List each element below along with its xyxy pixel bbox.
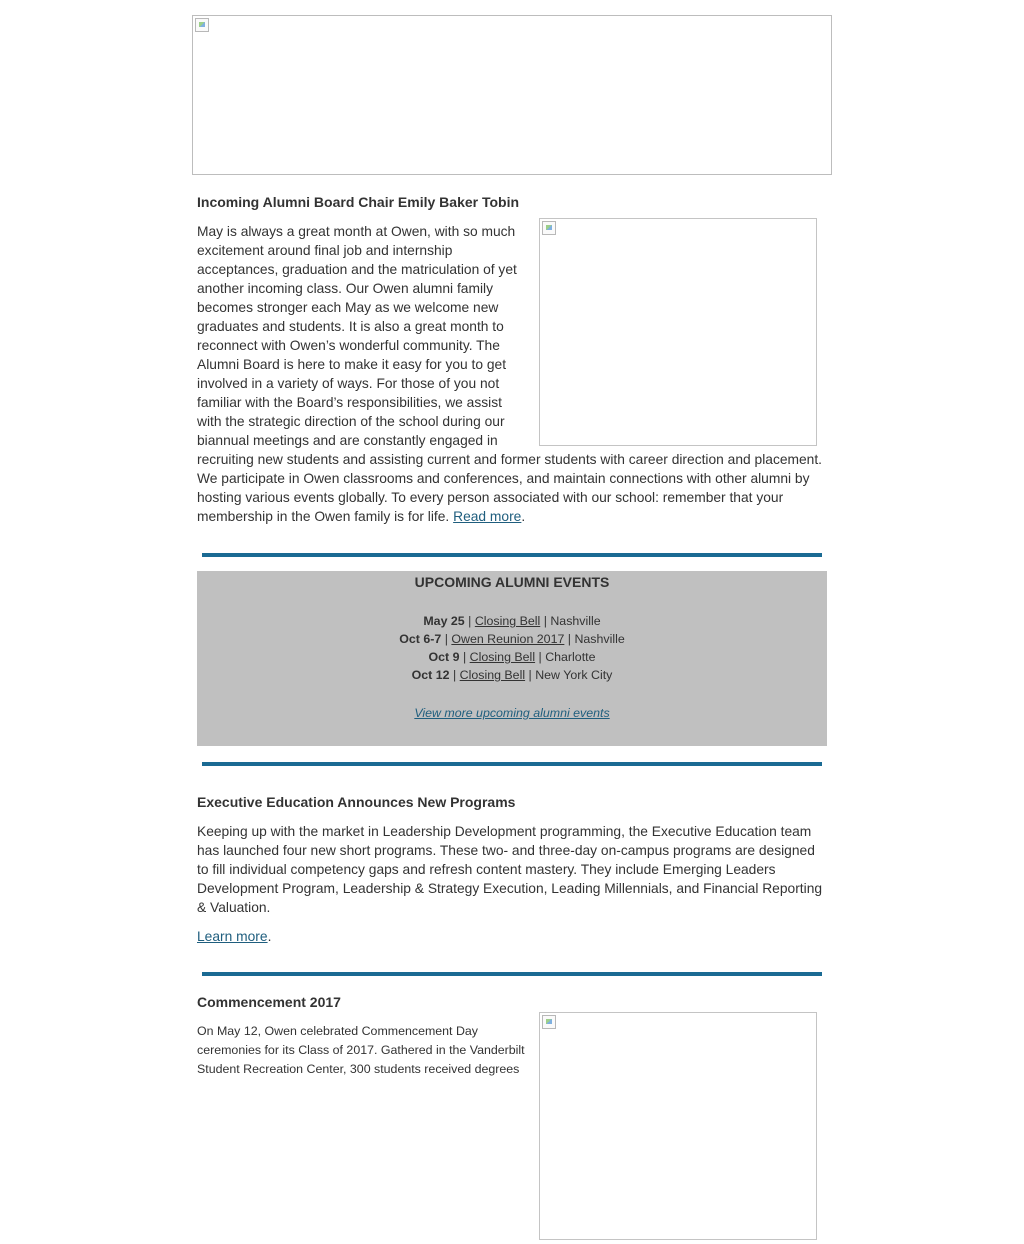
article-body: May is always a great month at Owen, with so much excitement around final job and internship acceptances, graduation and the matriculation of yet another incoming class. Our Owen alumni family becomes stronger each May as we welcome new graduates and students. It is also a great month to reconnect with Owen’s wonderful community. The Alumni Board is here to make it easy for you to get involved in a variety of ways. For those of you not familiar with the Board’s responsibilities, we assist with the strategic direction of the school during our biannual meetings and are constantly engaged in recruiting new students and assisting current and former students with career direction and placement. We participate in Owen classrooms and conferences, and maintain connections with other alumni by hosting various events globally. To every person associated with our school: remember that your membership in the Owen family is for life. Read more. [197,224,823,524]
article-body: Keeping up with the market in Leadership Development programming, the Executive Education team has launched four new short programs. These two- and three-day on-campus programs are designed to fill individual competency gaps and refresh content mastery. They include Emerging Leaders Development Program, Leadership & Strategy Execution, Leading Millennials, and Financial Reporting & Valuation. [197,824,823,915]
section-divider [202,553,822,557]
article-title: Commencement 2017 [197,994,341,1010]
article-title: Incoming Alumni Board Chair Emily Baker Tobin [197,194,520,210]
broken-image-icon [542,1015,556,1029]
learn-more-line: Learn more. [197,929,272,944]
learn-more-link[interactable]: Learn more [197,929,268,944]
section-divider [202,762,822,766]
event-link[interactable]: Closing Bell [469,650,536,664]
upcoming-events-panel [197,571,827,746]
broken-image-icon [542,221,556,235]
event-link[interactable]: Owen Reunion 2017 [451,632,565,646]
header-banner-image [192,15,832,175]
commencement-photo [539,1012,817,1240]
event-link[interactable]: Closing Bell [459,668,526,682]
event-date: May 25 [423,614,465,628]
event-date: Oct 9 [428,650,460,664]
event-row: Oct 9 | Closing Bell | Charlotte [428,650,596,664]
view-more-events-link[interactable]: View more upcoming alumni events [414,706,610,720]
event-row: May 25 | Closing Bell | Nashville [423,614,601,628]
article-commencement [192,992,832,1079]
view-more-events [197,704,827,722]
article-title: Executive Education Announces New Programs [197,794,516,810]
event-row: Oct 6-7 | Owen Reunion 2017 | Nashville [399,632,625,646]
event-row: Oct 12 | Closing Bell | New York City [411,668,613,682]
event-date: Oct 6-7 [399,632,442,646]
events-list [197,612,827,684]
event-place: Nashville [574,632,625,646]
event-place: Nashville [550,614,601,628]
event-place: Charlotte [545,650,596,664]
article-body: On May 12, Owen celebrated Commencement Day ceremonies for its Class of 2017. Gathered in the Vanderbilt Student Recreation Center, 300 students received degrees [197,1024,525,1076]
board-chair-photo [539,218,817,446]
event-link[interactable]: Closing Bell [474,614,541,628]
events-title: UPCOMING ALUMNI EVENTS [414,574,610,590]
article-board-chair [192,192,832,526]
article-exec-ed [192,792,832,946]
event-date: Oct 12 [411,668,450,682]
read-more-link[interactable]: Read more [453,509,522,524]
broken-image-icon [195,18,209,32]
section-divider [202,972,822,976]
newsletter [192,15,832,1244]
event-place: New York City [535,668,613,682]
